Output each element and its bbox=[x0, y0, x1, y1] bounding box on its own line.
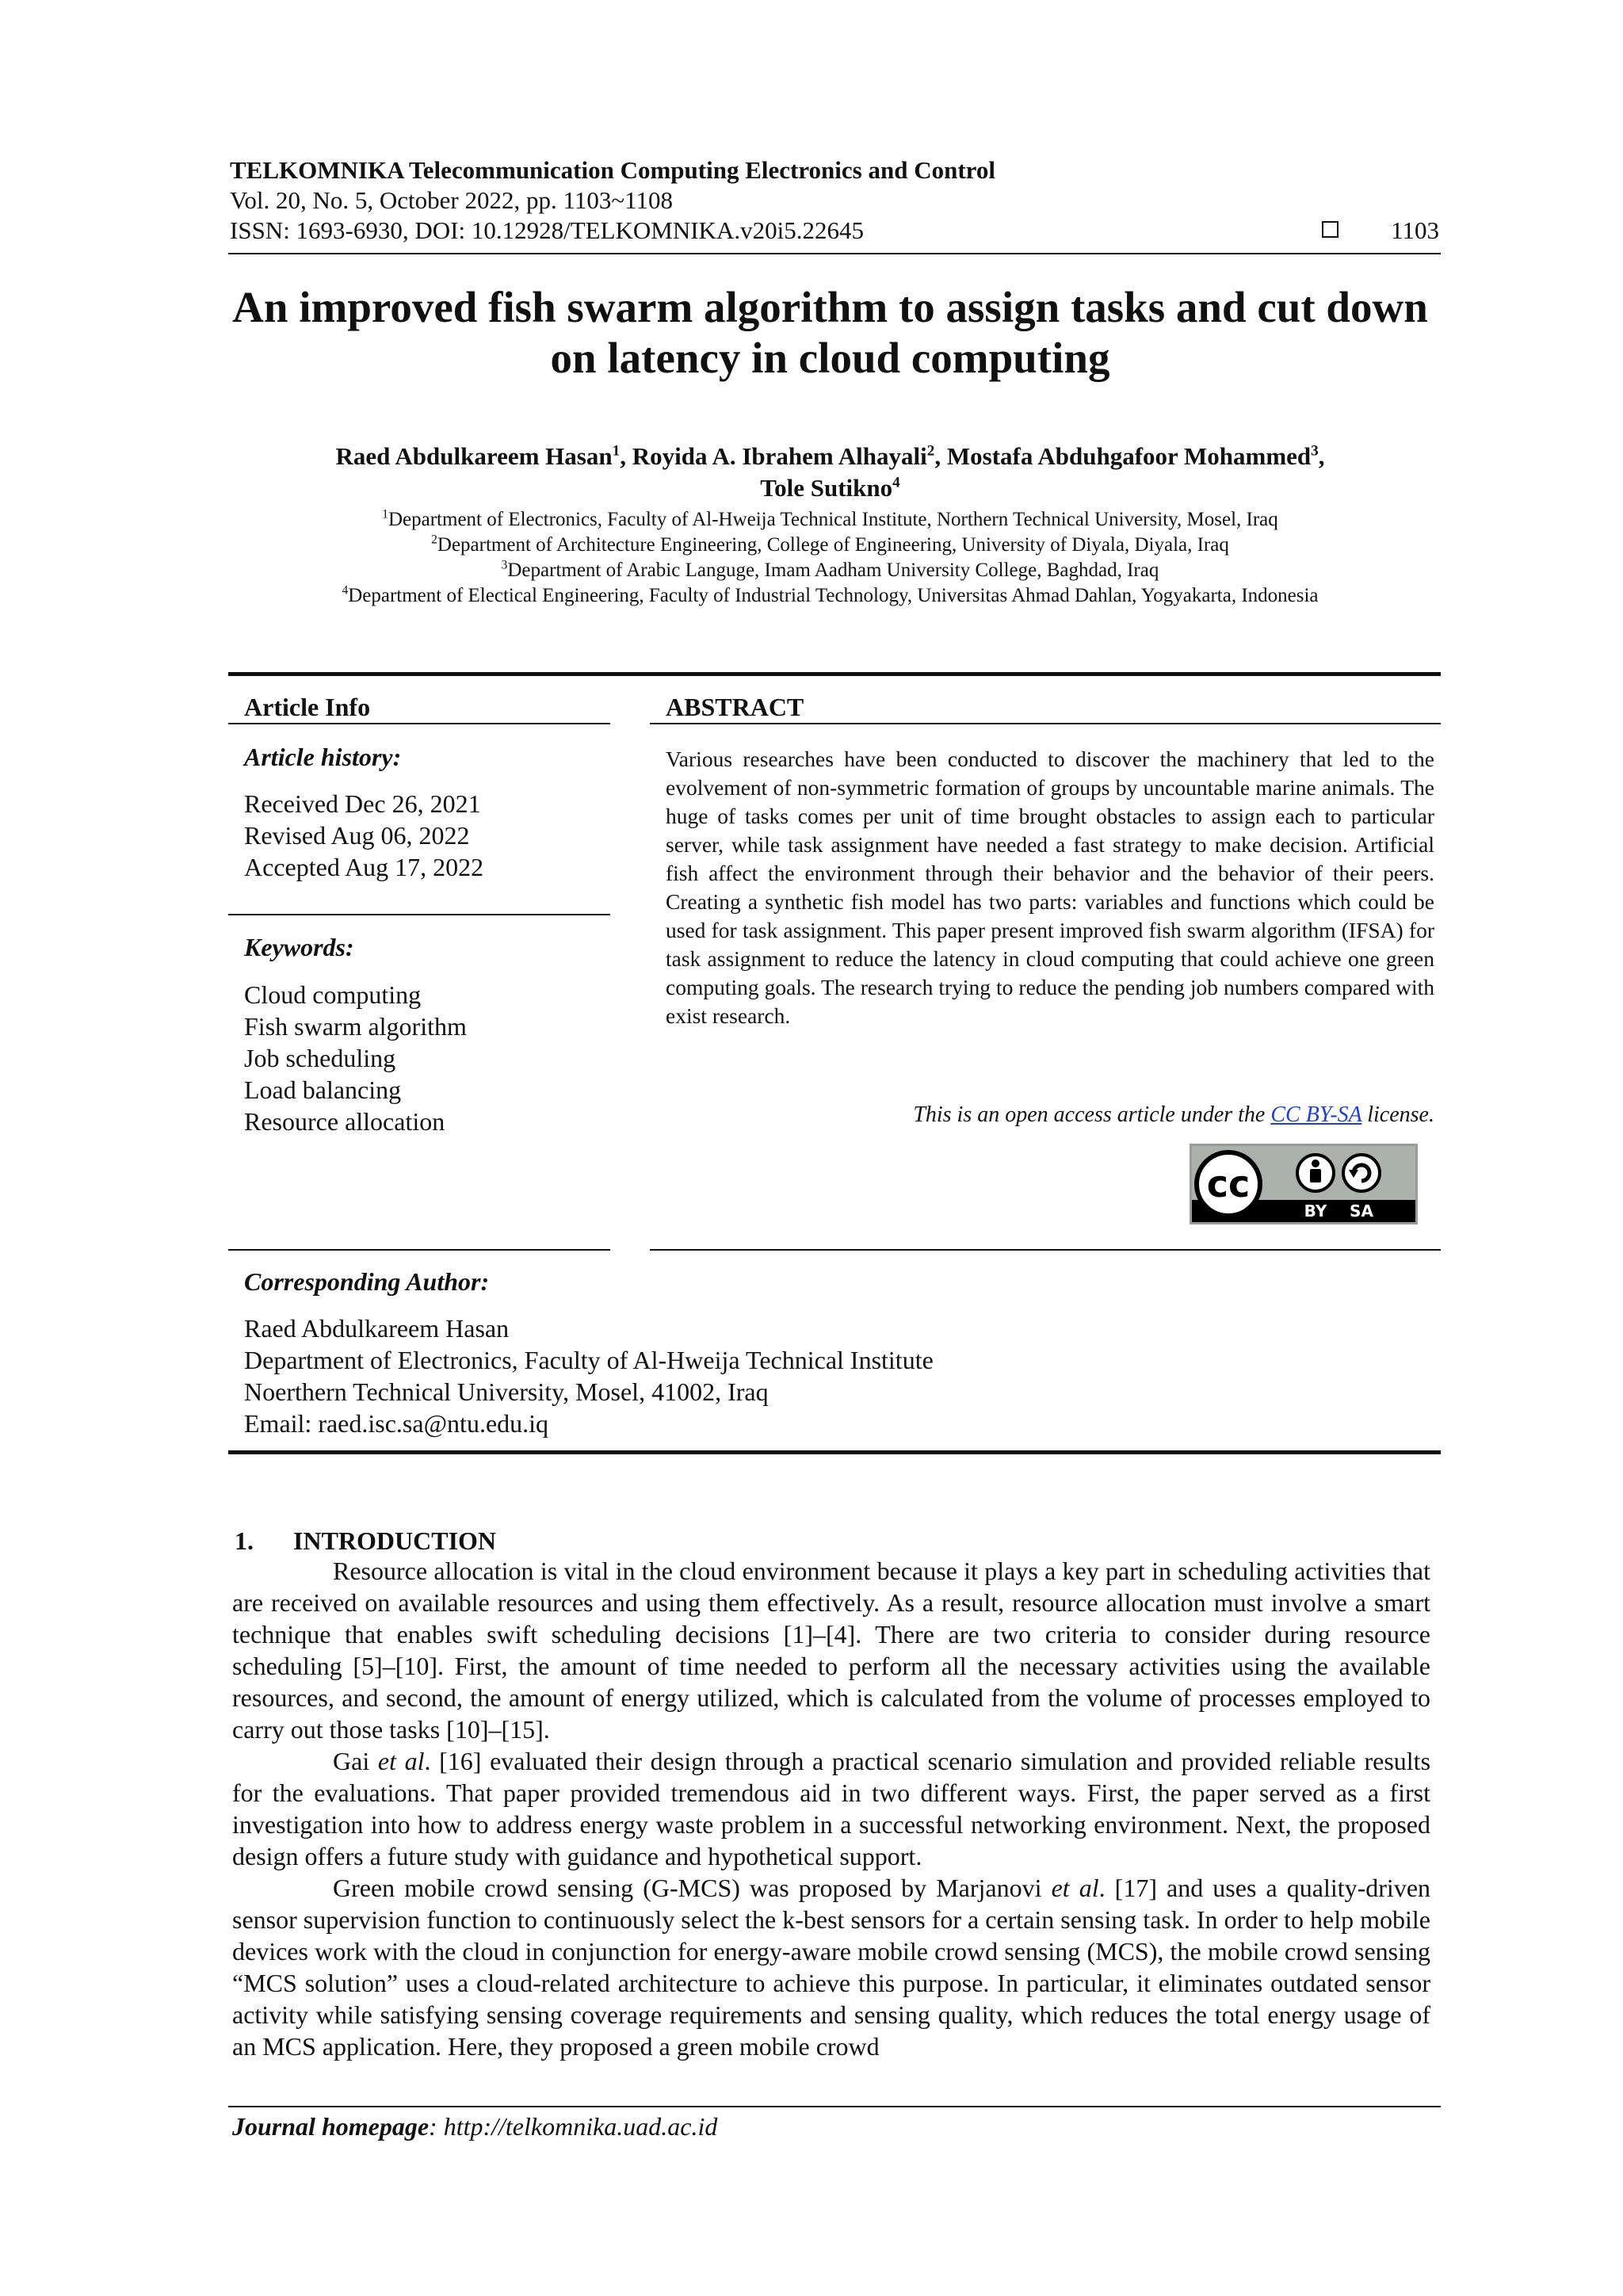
affiliation-2-text: Department of Architecture Engineering, College of Engineering, University of Diyala, Diyala, Iraq bbox=[437, 534, 1229, 556]
author-3-affil: 3 bbox=[1311, 442, 1319, 460]
author-2-affil: 2 bbox=[926, 442, 935, 460]
introduction-body bbox=[232, 1555, 1430, 2062]
keyword-item: Job scheduling bbox=[244, 1044, 396, 1072]
author-3-comma: , bbox=[1318, 442, 1325, 470]
abstract-text: Various researches have been conducted to discover the machinery that led to the evolvement of non-symmetric formation of groups by uncountable marine animals. The huge of tasks comes per unit of time brought obstacles to assign each to particular server, while task assignment have needed a fast strategy to make decision. Artificial fish affect the environment through their behavior and the behavior of their peers. Creating a synthetic fish model has two parts: variables and functions which could be used for task assignment. This paper present improved fish swarm algorithm (IFSA) for task assignment to reduce the latency in cloud computing that could achieve one green computing goals. The research trying to reduce the pending job numbers compared with exist research. bbox=[666, 747, 1434, 1028]
abstract-heading: ABSTRACT bbox=[666, 693, 804, 721]
license-prefix: This is an open access article under the bbox=[913, 1102, 1271, 1127]
corresponding-heading: Corresponding Author: bbox=[244, 1267, 490, 1296]
corresponding-name: Raed Abdulkareem Hasan bbox=[244, 1314, 510, 1343]
abstract-heading-rule bbox=[650, 723, 1441, 724]
intro-paragraph-1: Resource allocation is vital in the cloud environment because it plays a key part in scheduling activities that are received on available resources and using them effectively. As a result, resource allocation must involve a smart technique that enables swift scheduling decisions [1]–[4]. There are two criteria to consider during resource scheduling [5]–[10]. First, the amount of time needed to perform all the necessary activities using the available resources, and second, the amount of energy utilized, which is calculated from the volume of processes employed to carry out those tasks [10]–[15]. bbox=[232, 1557, 1430, 1744]
article-info-heading: Article Info bbox=[244, 693, 371, 721]
abstract-bottom-rule bbox=[650, 1249, 1441, 1251]
intro-p2-etal: et al bbox=[377, 1747, 425, 1775]
keywords-heading: Keywords: bbox=[244, 933, 354, 961]
author-4: Tole Sutikno bbox=[760, 474, 893, 502]
affiliation-1-sup: 1 bbox=[382, 507, 388, 521]
header-rule bbox=[228, 253, 1441, 254]
title-line-1: An improved fish swarm algorithm to assign tasks and cut down bbox=[232, 283, 1428, 331]
keyword-item: Load balancing bbox=[244, 1075, 402, 1104]
footer-rule bbox=[228, 2106, 1441, 2107]
intro-p3-start: Green mobile crowd sensing (G-MCS) was proposed by Marjanovi bbox=[333, 1874, 1052, 1902]
square-bullet-icon bbox=[1322, 221, 1338, 238]
homepage-label: Journal homepage bbox=[232, 2112, 430, 2141]
affiliation-2 bbox=[206, 533, 1454, 558]
author-4-affil: 4 bbox=[892, 474, 900, 491]
intro-p2-rest: . [16] evaluated their design through a practical scenario simulation and provided reliable results for the evaluations. That paper provided tremendous aid in two different ways. First, the paper served as a first investigation into how to address energy waste problem in a successful networking environment. Next, the proposed design offers a future study with guidance and hypothetical support. bbox=[232, 1747, 1431, 1870]
affiliation-4-text: Department of Electical Engineering, Faculty of Industrial Technology, Universitas Ahmad Dahlan, Yogyakarta, Indonesia bbox=[348, 585, 1319, 606]
cc-by-sa-link[interactable]: CC BY-SA bbox=[1270, 1102, 1362, 1127]
affiliation-3 bbox=[206, 558, 1454, 583]
keyword-item: Cloud computing bbox=[244, 980, 422, 1009]
author-1-affil: 1 bbox=[612, 442, 621, 460]
infobox-top-rule bbox=[228, 672, 1441, 676]
section-number: 1. bbox=[235, 1526, 254, 1555]
author-3: , Mostafa Abduhgafoor Mohammed bbox=[934, 442, 1312, 470]
cc-logo-text: cc bbox=[1206, 1163, 1251, 1205]
author-list bbox=[206, 441, 1454, 504]
keyword-item: Resource allocation bbox=[244, 1107, 445, 1136]
affiliation-2-sup: 2 bbox=[431, 533, 437, 547]
title-line-2: on latency in cloud computing bbox=[550, 334, 1110, 382]
affiliation-4 bbox=[206, 583, 1454, 609]
corresponding-dept: Department of Electronics, Faculty of Al-Hweija Technical Institute bbox=[244, 1346, 934, 1374]
intro-p2-start: Gai bbox=[333, 1747, 378, 1775]
corresponding-email: Email: raed.isc.sa@ntu.edu.iq bbox=[244, 1409, 549, 1438]
article-info-rule bbox=[228, 723, 610, 724]
by-label: BY bbox=[1304, 1201, 1327, 1221]
intro-paragraph-2 bbox=[232, 1745, 1430, 1872]
cc-badge-graphic bbox=[1192, 1146, 1415, 1222]
share-alike-icon bbox=[1343, 1155, 1380, 1191]
keyword-item: Fish swarm algorithm bbox=[244, 1012, 467, 1041]
affiliation-3-text: Department of Arabic Languge, Imam Aadham University College, Baghdad, Iraq bbox=[507, 560, 1159, 581]
received-date: Received Dec 26, 2021 bbox=[244, 789, 481, 818]
introduction-heading: INTRODUCTION bbox=[293, 1526, 497, 1555]
history-rule bbox=[228, 914, 610, 915]
keywords-rule bbox=[228, 1249, 610, 1251]
affiliation-3-sup: 3 bbox=[501, 558, 508, 572]
affiliation-4-sup: 4 bbox=[342, 583, 349, 598]
infobox-bottom-rule bbox=[228, 1450, 1441, 1454]
intro-paragraph-3 bbox=[232, 1872, 1430, 2062]
intro-p3-rest: . [17] and uses a quality-driven sensor supervision function to continuously select the k-best sensors for a certain sensing task. In order to help mobile devices work with the cloud in conjunction for energy-aware mobile crowd sensing (MCS), the mobile crowd sensing “MCS solution” uses a cloud-related architecture to achieve this purpose. In particular, it eliminates outdated sensor activity while satisfying sensing coverage requirements and sensing quality, which reduces the total energy usage of an MCS application. Here, they proposed a green mobile crowd bbox=[232, 1874, 1431, 2061]
homepage-url[interactable]: : http://telkomnika.uad.ac.id bbox=[429, 2112, 718, 2141]
author-1: Raed Abdulkareem Hasan bbox=[335, 442, 613, 470]
cc-by-sa-badge[interactable] bbox=[1190, 1144, 1418, 1224]
article-history-heading: Article history: bbox=[244, 743, 402, 771]
license-suffix: license. bbox=[1361, 1102, 1434, 1127]
affiliation-1-text: Department of Electronics, Faculty of Al-Hweija Technical Institute, Northern Technical University, Mosel, Iraq bbox=[388, 509, 1278, 530]
journal-title: TELKOMNIKA Telecommunication Computing Electronics and Control bbox=[230, 156, 995, 184]
license-statement bbox=[666, 1101, 1434, 1129]
journal-homepage bbox=[232, 2111, 717, 2141]
author-2: , Royida A. Ibrahem Alhayali bbox=[620, 442, 927, 470]
revised-date: Revised Aug 06, 2022 bbox=[244, 821, 470, 850]
page-number: 1103 bbox=[1391, 216, 1439, 244]
corresponding-univ: Noerthern Technical University, Mosel, 41002, Iraq bbox=[244, 1377, 769, 1406]
issn-doi-line: ISSN: 1693-6930, DOI: 10.12928/TELKOMNIKA.v20i5.22645 bbox=[230, 216, 864, 244]
intro-p3-etal: et al bbox=[1051, 1874, 1099, 1902]
volume-line: Vol. 20, No. 5, October 2022, pp. 1103~1108 bbox=[230, 186, 673, 214]
sa-label: SA bbox=[1350, 1201, 1373, 1221]
accepted-date: Accepted Aug 17, 2022 bbox=[244, 853, 484, 881]
paper-title bbox=[206, 282, 1454, 384]
affiliation-1 bbox=[206, 507, 1454, 533]
